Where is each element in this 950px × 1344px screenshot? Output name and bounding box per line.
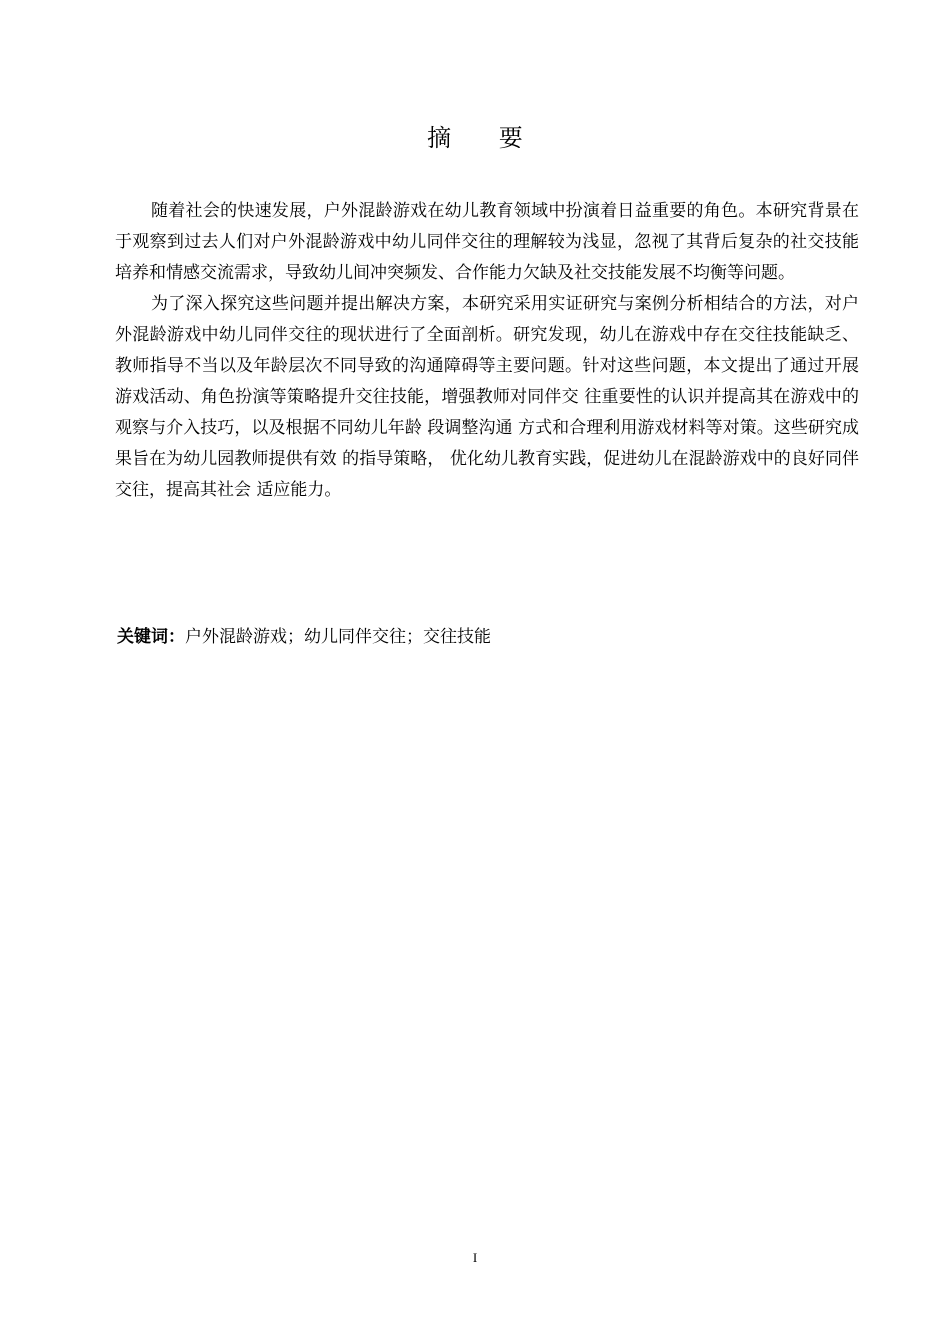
keywords-line bbox=[117, 622, 861, 653]
abstract-paragraph-2: 为了深入探究这些问题并提出解决方案，本研究采用实证研究与案例分析相结合的方法，对户外混龄游戏中幼儿同伴交往的现状进行了全面剖析。研究发现，幼儿在游戏中存在交往技能缺乏、教师指导不当以及年龄层次不同导致的沟通障碍等主要问题。针对这些问题，本文提出了通过开展游戏活动、角色扮演等策略提升交往技能，增强教师对同伴交 往重要性的认识并提高其在游戏中的观察与介入技巧，以及根据不同幼儿年龄 段调整沟通 方式和合理利用游戏材料等对策。这些研究成果旨在为幼儿园教师提供有效 的指导策略， 优化幼儿教育实践，促进幼儿在混龄游戏中的良好同伴交往，提高其社会 适应能力。 bbox=[115, 294, 859, 500]
keywords-label: 关键词： bbox=[117, 627, 185, 647]
abstract-paragraph-1: 随着社会的快速发展，户外混龄游戏在幼儿教育领域中扮演着日益重要的角色。本研究背景在于观察到过去人们对户外混龄游戏中幼儿同伴交往的理解较为浅显，忽视了其背后复杂的社交技能培养和情感交流需求，导致幼儿间冲突频发、合作能力欠缺及社交技能发展不均衡等问题。 bbox=[115, 201, 859, 283]
keywords-text: 户外混龄游戏；幼儿同伴交往；交往技能 bbox=[185, 627, 491, 647]
abstract-title: 摘 要 bbox=[427, 124, 543, 152]
abstract-body bbox=[115, 196, 859, 506]
page-number: I bbox=[472, 1250, 478, 1265]
